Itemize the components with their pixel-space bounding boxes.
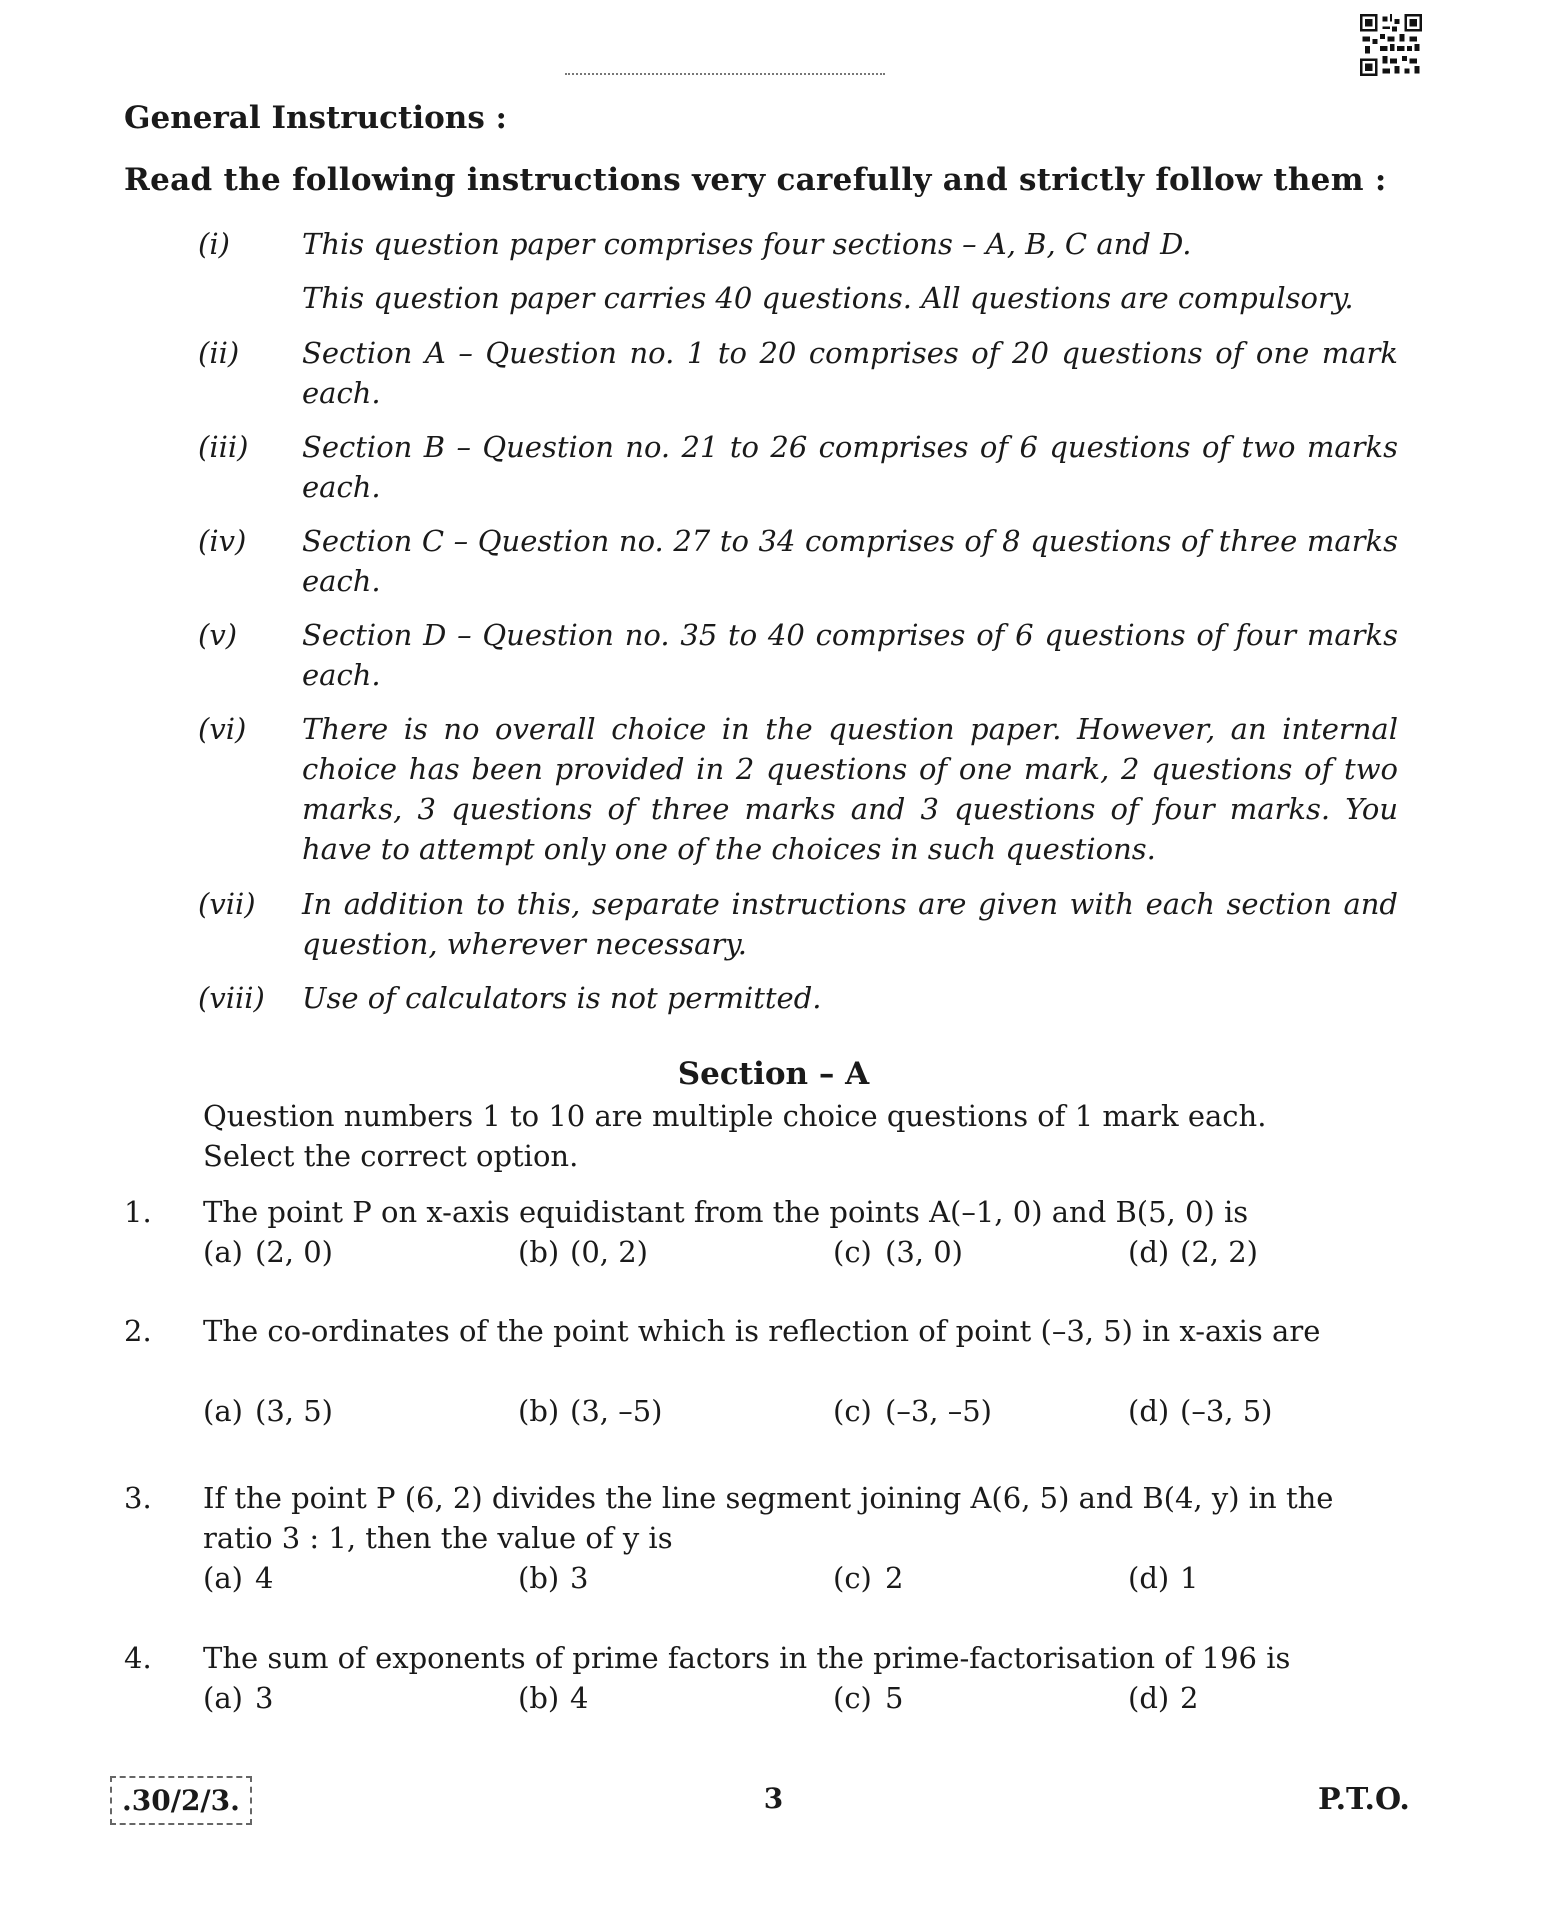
option-a (203, 1558, 273, 1598)
option-label: (c) (833, 1394, 872, 1428)
instruction-number: (viii) (198, 981, 265, 1015)
option-label: (d) (1128, 1394, 1170, 1428)
question-text: The co-ordinates of the point which is reflection of point (–3, 5) in x-axis are (203, 1314, 1321, 1348)
option-label: (d) (1128, 1235, 1170, 1269)
option-d (1128, 1558, 1198, 1598)
question-number: 3. (124, 1481, 152, 1515)
option-a (203, 1232, 333, 1272)
option-d (1128, 1232, 1258, 1272)
instruction-number: (v) (198, 618, 238, 652)
question-number: 1. (124, 1195, 152, 1229)
option-label: (a) (203, 1394, 243, 1428)
option-value: 1 (1180, 1561, 1199, 1595)
question-number: 4. (124, 1641, 152, 1675)
option-a (203, 1678, 273, 1718)
instruction-number: (iii) (198, 430, 249, 464)
options-row (203, 1391, 1353, 1431)
option-value: (–3, –5) (885, 1394, 992, 1428)
instruction-number: (i) (198, 227, 230, 261)
option-value: 3 (570, 1561, 589, 1595)
question-number: 2. (124, 1314, 152, 1348)
question-text: The sum of exponents of prime factors in the prime-factorisation of 196 is (203, 1641, 1291, 1675)
instruction-text: Section C – Question no. 27 to 34 comprises of 8 questions of three marks each. (302, 524, 1398, 598)
instruction-text: Use of calculators is not permitted. (302, 981, 822, 1015)
option-label: (a) (203, 1681, 243, 1715)
option-value: (3, 0) (885, 1235, 963, 1269)
general-instructions-title: General Instructions : (124, 100, 508, 136)
option-d (1128, 1391, 1272, 1431)
option-label: (d) (1128, 1561, 1170, 1595)
instruction-number: (vii) (198, 887, 256, 921)
question-text: If the point P (6, 2) divides the line segment joining A(6, 5) and B(4, y) in the ratio 3 : 1, then the value of y is (203, 1481, 1334, 1555)
option-c (833, 1558, 903, 1598)
option-value: 3 (255, 1681, 274, 1715)
option-b (518, 1391, 662, 1431)
top-dotted-line (565, 73, 885, 75)
option-label: (d) (1128, 1681, 1170, 1715)
question-text: The point P on x-axis equidistant from the points A(–1, 0) and B(5, 0) is (203, 1195, 1249, 1229)
option-label: (b) (518, 1235, 560, 1269)
option-label: (a) (203, 1235, 243, 1269)
option-value: (3, –5) (570, 1394, 663, 1428)
option-label: (c) (833, 1235, 872, 1269)
option-label: (b) (518, 1394, 560, 1428)
option-value: (2, 0) (255, 1235, 333, 1269)
option-value: 4 (570, 1681, 589, 1715)
option-b (518, 1558, 588, 1598)
option-label: (a) (203, 1561, 243, 1595)
options-row (203, 1678, 1353, 1718)
option-value: 4 (255, 1561, 274, 1595)
paper-code-box: .30/2/3. (110, 1776, 252, 1825)
instruction-text: In addition to this, separate instructions are given with each section and question, wherever necessary. (302, 887, 1398, 961)
option-value: (2, 2) (1180, 1235, 1258, 1269)
option-b (518, 1678, 588, 1718)
instruction-text: This question paper carries 40 questions. All questions are compulsory. (302, 281, 1354, 315)
option-a (203, 1391, 333, 1431)
section-a-intro: Question numbers 1 to 10 are multiple choice questions of 1 mark each. Select the correct option. (203, 1099, 1267, 1173)
instruction-text: There is no overall choice in the question paper. However, an internal choice has been provided in 2 questions of one mark, 2 questions of two marks, 3 questions of three marks and 3 questions of four marks. You have to attempt only one of the choices in such questions. (302, 712, 1398, 866)
option-value: 5 (885, 1681, 904, 1715)
option-label: (c) (833, 1561, 872, 1595)
option-value: 2 (885, 1561, 904, 1595)
instruction-text: This question paper comprises four sections – A, B, C and D. (302, 227, 1192, 261)
page-number: 3 (763, 1782, 784, 1815)
option-b (518, 1232, 648, 1272)
options-row (203, 1232, 1353, 1272)
pto-label: P.T.O. (1318, 1782, 1410, 1817)
read-instructions-line: Read the following instructions very carefully and strictly follow them : (124, 162, 1387, 198)
instruction-text: Section D – Question no. 35 to 40 comprises of 6 questions of four marks each. (302, 618, 1398, 692)
qr-code-icon (1360, 14, 1422, 76)
option-label: (c) (833, 1681, 872, 1715)
option-c (833, 1391, 992, 1431)
options-row (203, 1558, 1353, 1598)
instruction-number: (ii) (198, 336, 240, 370)
option-value: (0, 2) (570, 1235, 648, 1269)
option-c (833, 1232, 963, 1272)
option-label: (b) (518, 1681, 560, 1715)
instruction-text: Section B – Question no. 21 to 26 comprises of 6 questions of two marks each. (302, 430, 1398, 504)
option-label: (b) (518, 1561, 560, 1595)
instruction-text: Section A – Question no. 1 to 20 comprises of 20 questions of one mark each. (302, 336, 1398, 410)
option-d (1128, 1678, 1198, 1718)
section-a-heading: Section – A (677, 1056, 870, 1092)
instruction-number: (vi) (198, 712, 247, 746)
option-value: (–3, 5) (1180, 1394, 1273, 1428)
option-value: (3, 5) (255, 1394, 333, 1428)
option-value: 2 (1180, 1681, 1199, 1715)
instruction-number: (iv) (198, 524, 247, 558)
option-c (833, 1678, 903, 1718)
